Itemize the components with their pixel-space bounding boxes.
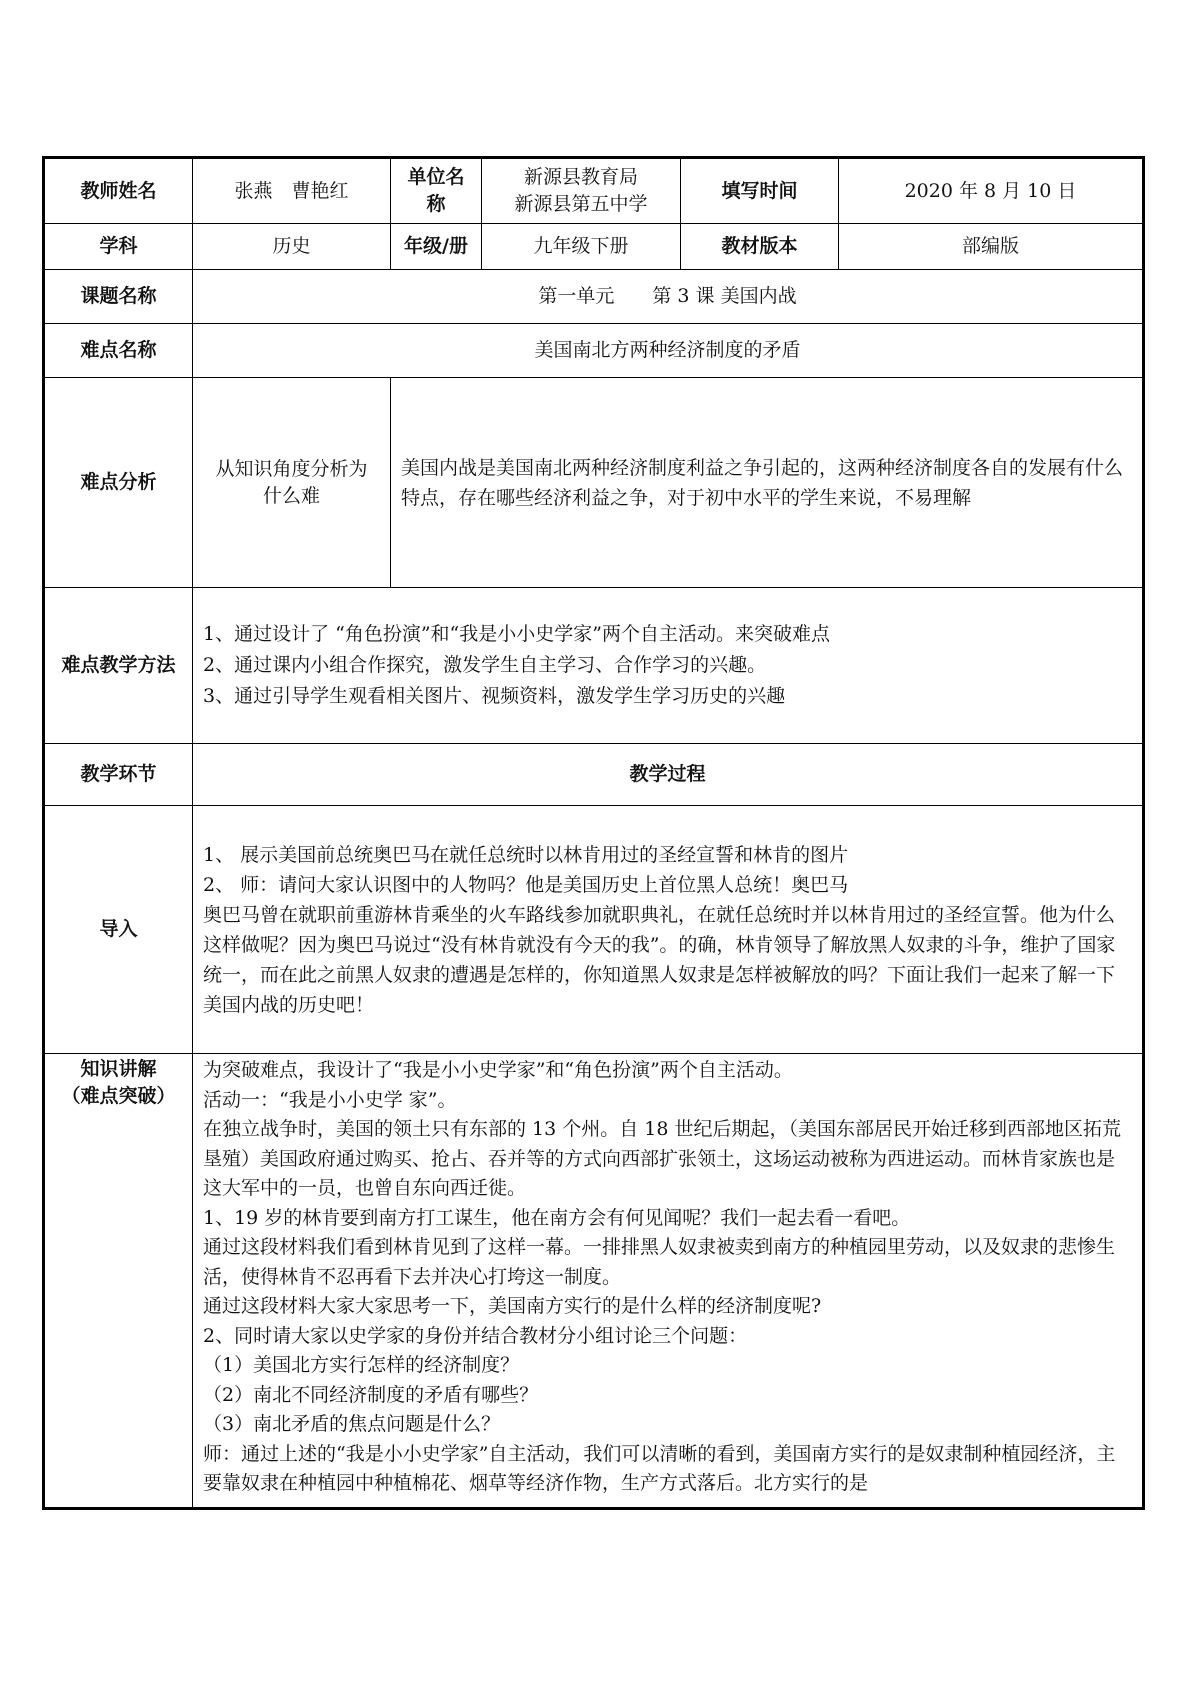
analysis-row (44, 378, 1144, 588)
method-label: 难点教学方法 (44, 588, 193, 744)
knowledge-line-9: （2）南北不同经济制度的矛盾有哪些？ (203, 1383, 539, 1406)
difficulty-row (44, 324, 1144, 378)
unit-value (482, 158, 681, 224)
unit-value-line1: 新源县教育局 (523, 166, 638, 188)
knowledge-text (193, 1054, 1144, 1509)
teacher-value: 张燕 曹艳红 (193, 158, 391, 224)
intro-line-3: 奥巴马曾在就职前重游林肯乘坐的火车路线参加就职典礼，在就任总统时并以林肯用过的圣经宣誓。他为什么这样做呢？因为奥巴马说过“没有林肯就没有今天的我”。的确，林肯领导了解放黑人奴隶的斗争，维护了国家统一，而在此之前黑人奴隶的遭遇是怎样的，你知道黑人奴隶是怎样被解放的吗？下面让我们一起来了解一下美国内战的历史吧！ (203, 903, 1116, 1016)
knowledge-line-3: 在独立战争时，美国的领土只有东部的 13 个州。自 18 世纪后期起，（美国东部居民开始迁移到西部地区拓荒垦殖）美国政府通过购买、抢占、吞并等的方式向西部扩张领土，这场运动被称为西进运动。而林肯家族也是这大军中的一员，也曾自东向西迁徙。 (203, 1118, 1122, 1199)
method-text (193, 588, 1144, 744)
knowledge-line-11: 师：通过上述的“我是小小史学家”自主活动，我们可以清晰的看到，美国南方实行的是奴隶制种植园经济，主要靠奴隶在种植园中种植棉花、烟草等经济作物，生产方式落后。北方实行的是 (203, 1442, 1116, 1494)
knowledge-line-1: 为突破难点，我设计了“我是小小史学家”和“角色扮演”两个自主活动。 (203, 1059, 793, 1081)
date-label: 填写时间 (681, 158, 839, 224)
grade-value: 九年级下册 (482, 224, 681, 270)
knowledge-line-7: 2、同时请大家以史学家的身份并结合教材分小组讨论三个问题： (203, 1324, 748, 1347)
topic-value: 第一单元 第 3 课 美国内战 (193, 270, 1144, 324)
edition-value: 部编版 (839, 224, 1144, 270)
unit-label: 单位名称 (391, 158, 482, 224)
method-line-1: 1、通过设计了 “角色扮演”和“我是小小史学家”两个自主活动。来突破难点 (203, 623, 830, 645)
analysis-sub-label: 从知识角度分析为什么难 (193, 378, 391, 588)
header-row-1 (44, 158, 1144, 224)
difficulty-label: 难点名称 (44, 324, 193, 378)
knowledge-line-5: 通过这段材料我们看到林肯见到了这样一幕。一排排黑人奴隶被卖到南方的种植园里劳动，以及奴隶的悲惨生活，使得林肯不忍再看下去并决心打垮这一制度。 (203, 1236, 1116, 1288)
method-row (44, 588, 1144, 744)
intro-label: 导入 (44, 806, 193, 1054)
knowledge-label-line2: （难点突破） (61, 1085, 176, 1107)
teacher-label: 教师姓名 (44, 158, 193, 224)
process-header-row (44, 744, 1144, 806)
subject-value: 历史 (193, 224, 391, 270)
topic-row (44, 270, 1144, 324)
method-line-2: 2、通过课内小组合作探究，激发学生自主学习、合作学习的兴趣。 (203, 654, 767, 676)
grade-label: 年级/册 (391, 224, 482, 270)
knowledge-line-2: 活动一：“我是小小史学 家”。 (203, 1088, 457, 1111)
knowledge-label (44, 1054, 193, 1509)
difficulty-value: 美国南北方两种经济制度的矛盾 (193, 324, 1144, 378)
intro-line-1: 1、 展示美国前总统奥巴马在就任总统时以林肯用过的圣经宣誓和林肯的图片 (203, 843, 849, 866)
intro-row (44, 806, 1144, 1054)
knowledge-label-line1: 知识讲解 (80, 1058, 157, 1080)
header-row-2 (44, 224, 1144, 270)
lesson-plan-table (42, 156, 1145, 1510)
knowledge-line-10: （3）南北矛盾的焦点问题是什么？ (203, 1413, 501, 1435)
knowledge-line-6: 通过这段材料大家大家思考一下，美国南方实行的是什么样的经济制度呢? (203, 1295, 822, 1317)
method-line-3: 3、通过引导学生观看相关图片、视频资料，激发学生学习历史的兴趣 (203, 685, 786, 707)
subject-label: 学科 (44, 224, 193, 270)
date-value: 2020 年 8 月 10 日 (839, 158, 1144, 224)
topic-label: 课题名称 (44, 270, 193, 324)
process-stage-label: 教学环节 (44, 744, 193, 806)
knowledge-row (44, 1054, 1144, 1509)
knowledge-line-8: （1）美国北方实行怎样的经济制度？ (203, 1354, 520, 1376)
knowledge-line-4: 1、19 岁的林肯要到南方打工谋生，他在南方会有何见闻呢？我们一起去看一看吧。 (203, 1206, 911, 1229)
analysis-text: 美国内战是美国南北两种经济制度利益之争引起的，这两种经济制度各自的发展有什么特点，存在哪些经济利益之争，对于初中水平的学生来说，不易理解 (391, 378, 1144, 588)
unit-value-line2: 新源县第五中学 (514, 193, 648, 215)
intro-text (193, 806, 1144, 1054)
edition-label: 教材版本 (681, 224, 839, 270)
analysis-label: 难点分析 (44, 378, 193, 588)
intro-line-2: 2、 师：请问大家认识图中的人物吗？他是美国历史上首位黑人总统！奥巴马 (203, 873, 849, 896)
process-label: 教学过程 (193, 744, 1144, 806)
